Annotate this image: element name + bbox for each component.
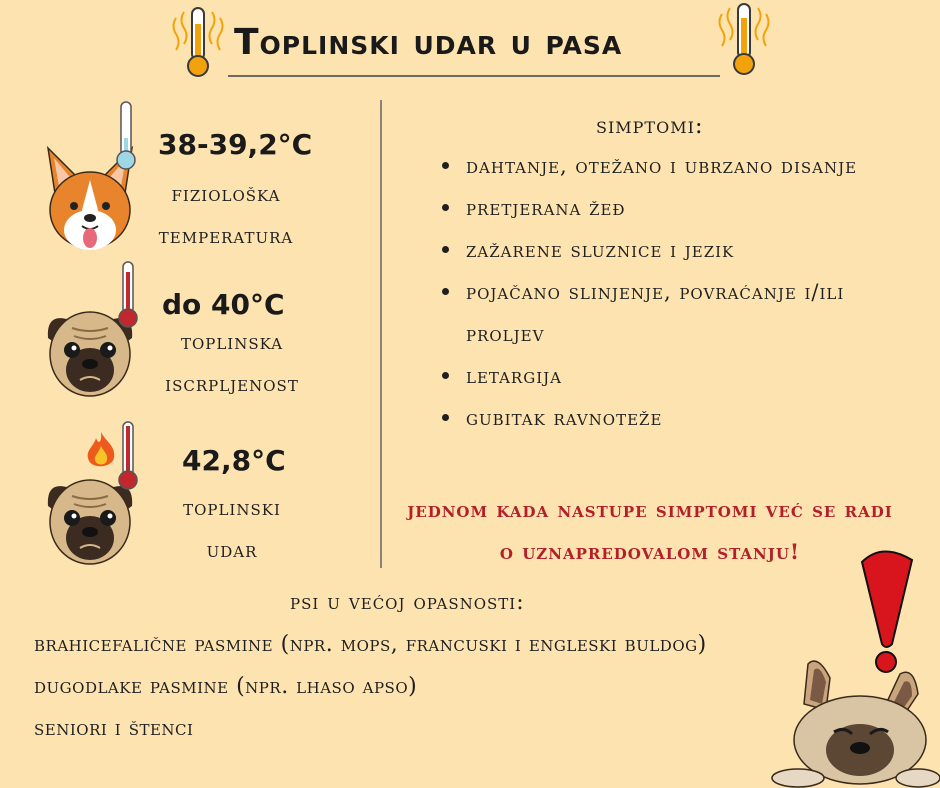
- fire-icon: [84, 430, 118, 470]
- list-item: brahicefalične pasmine (npr. mops, francuski i engleski buldog): [34, 632, 707, 657]
- thermometer-medium-icon: [114, 260, 142, 330]
- stage-2-label: toplinska iscrpljenost: [165, 330, 299, 396]
- page-title: Toplinski udar u pasa: [234, 22, 623, 63]
- list-item: dugodlake pasmine (npr. lhaso apso): [34, 674, 418, 699]
- list-item: dahtanje, otežano i ubrzano disanje: [440, 145, 880, 187]
- french-bulldog-icon: [768, 654, 940, 788]
- stage-3-temperature: 42,8°C: [182, 444, 286, 477]
- symptoms-title: simptomi:: [596, 113, 704, 139]
- list-item: pojačano slinjenje, povraćanje i/ili proljev: [440, 271, 880, 355]
- list-item: zažarene sluznice i jezik: [440, 229, 880, 271]
- warning-text: jednom kada nastupe simptomi već se radi o uznapredovalom stanju!: [407, 497, 893, 564]
- risk-list: [34, 624, 707, 750]
- stage-1-temperature: 38-39,2°C: [158, 128, 313, 161]
- list-item: pretjerana žeđ: [440, 187, 880, 229]
- thermometer-low-icon: [112, 100, 140, 172]
- risk-title: psi u većoj opasnosti:: [290, 590, 525, 615]
- list-item: gubitak ravnoteže: [440, 397, 880, 439]
- list-item: letargija: [440, 355, 880, 397]
- thermometer-icon-left: [168, 4, 228, 80]
- thermometer-high-icon: [114, 420, 142, 492]
- stage-3-label: toplinski udar: [183, 496, 281, 562]
- thermometer-icon-right: [714, 0, 774, 78]
- list-item: seniori i štenci: [34, 716, 194, 741]
- stage-1-label: fiziološka temperatura: [158, 182, 294, 248]
- column-divider: [380, 100, 382, 568]
- stage-2-temperature: do 40°C: [162, 288, 285, 321]
- title-underline: [228, 75, 720, 77]
- symptoms-list: [440, 145, 880, 439]
